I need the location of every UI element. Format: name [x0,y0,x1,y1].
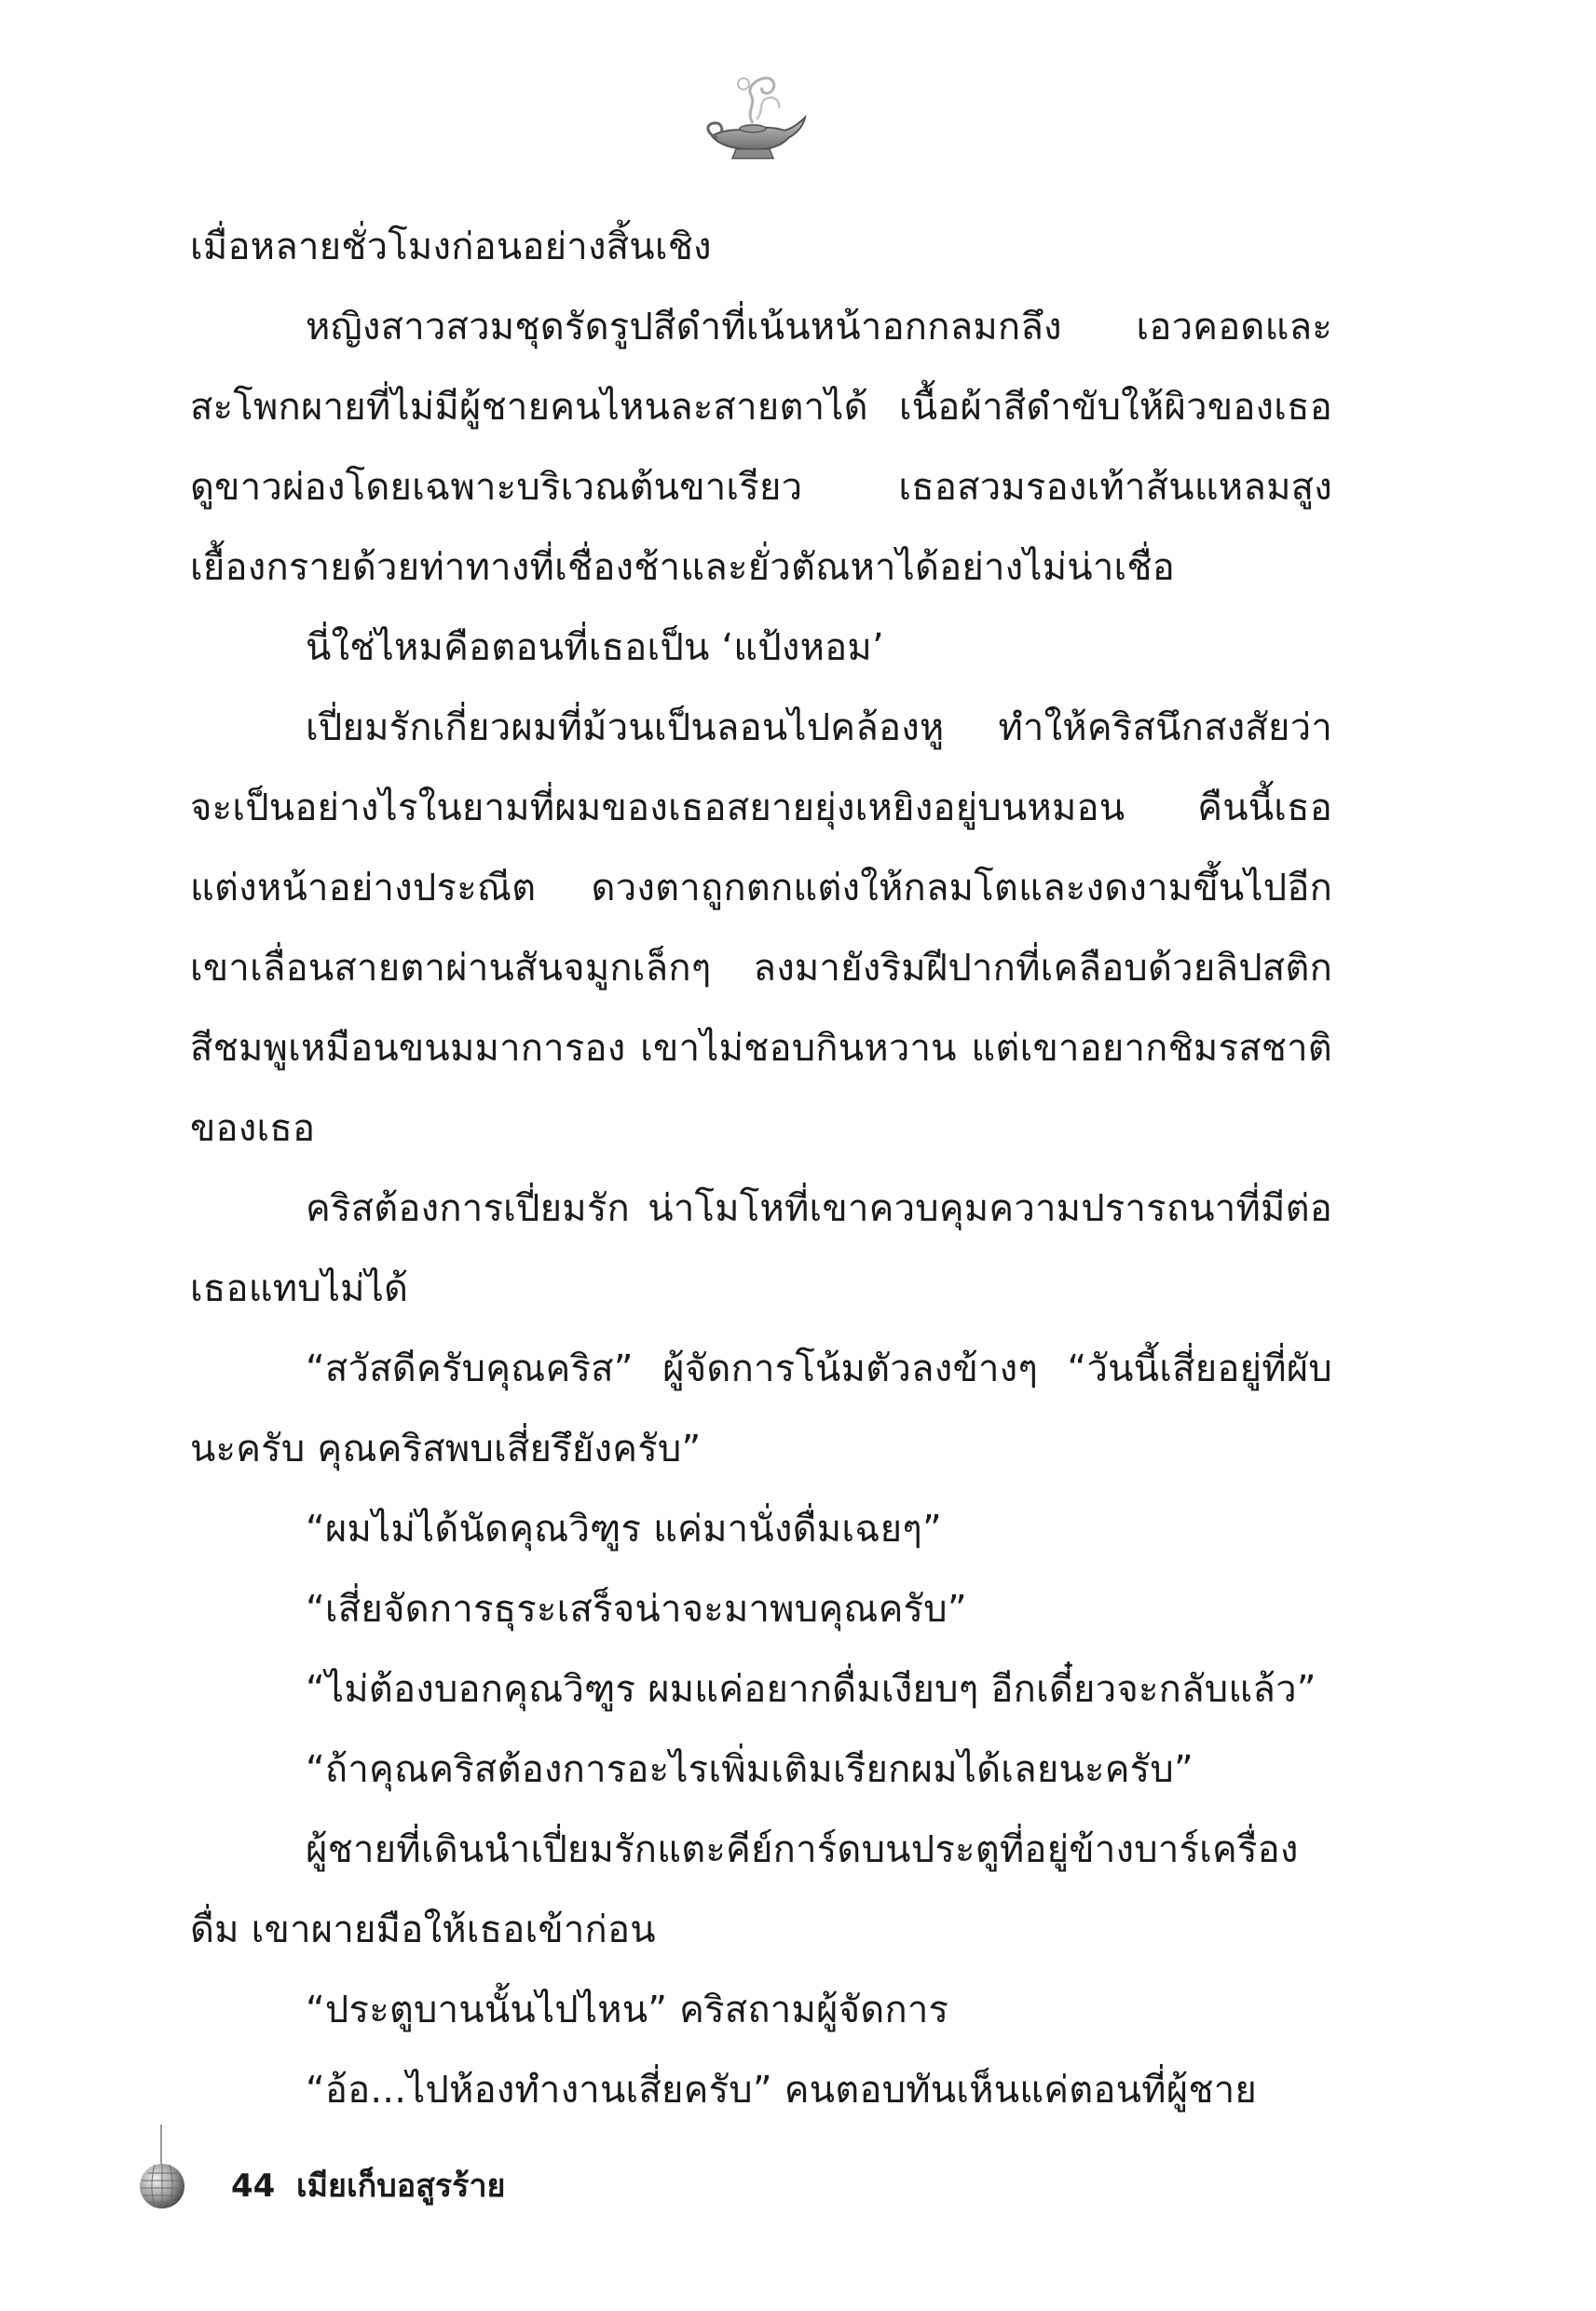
paragraph: คริสต้องการเปี่ยมรัก น่าโมโหที่เขาควบคุมความปรารถนาที่มีต่อเธอแทบไม่ได้ [190,1187,1332,1310]
ornament-string [160,2125,162,2164]
disco-ball-icon [138,2162,186,2210]
paragraph: “อ้อ...ไปห้องทำงานเสี่ยครับ” คนตอบทันเห็นแค่ตอนที่ผู้ชาย [306,2069,1258,2112]
paragraph: “สวัสดีครับคุณคริส” ผู้จัดการโน้มตัวลงข้างๆ “วันนี้เสี่ยอยู่ที่ผับนะครับ คุณคริสพบเสี่ยรึยังครับ” [190,1347,1332,1470]
paragraph: นี่ใช่ไหมคือตอนที่เธอเป็น ‘แป้งหอม’ [306,626,884,669]
body-text [190,207,1332,2130]
paragraph: “ถ้าคุณคริสต้องการอะไรเพิ่มเติมเรียกผมได้เลยนะครับ” [306,1748,1194,1791]
paragraph: “ผมไม่ได้นัดคุณวิฑูร แค่มานั่งดื่มเฉยๆ” [306,1508,942,1551]
paragraph: ผู้ชายที่เดินนำเปี่ยมรักแตะคีย์การ์ดบนประตูที่อยู่ข้างบาร์เครื่องดื่ม เขาผายมือให้เธอเข้าก่อน [190,1828,1299,1951]
paragraph: “เสี่ยจัดการธุระเสร็จน่าจะมาพบคุณครับ” [306,1588,967,1631]
paragraph: “ไม่ต้องบอกคุณวิฑูร ผมแค่อยากดื่มเงียบๆ อีกเดี๋ยวจะกลับแล้ว” [306,1668,1316,1711]
paragraph: หญิงสาวสวมชุดรัดรูปสีดำที่เน้นหน้าอกกลมกลึง เอวคอดและสะโพกผายที่ไม่มีผู้ชายคนไหนละสายตาได้ เนื้อผ้าสีดำขับให้ผิวของเธอดูขาวผ่องโดยเฉพาะบริเวณต้นขาเรียว เธอสวมรองเท้าส้นแหลมสูง เยื้องกรายด้วยท่าทางที่เชื่องช้าและยั่วตัณหาได้อย่างไม่น่าเชื่อ [190,306,1332,589]
paragraph: “ประตูบานนั้นไปไหน” คริสถามผู้จัดการ [306,1989,949,2031]
paragraph: เปี่ยมรักเกี่ยวผมที่ม้วนเป็นลอนไปคล้องหู ทำให้คริสนึกสงสัยว่าจะเป็นอย่างไรในยามที่ผมของเธอสยายยุ่งเหยิงอยู่บนหมอน คืนนี้เธอแต่งหน้าอย่างประณีต ดวงตาถูกตกแต่งให้กลมโตและงดงามขึ้นไปอีก เขาเลื่อนสายตาผ่านสันจมูกเล็กๆ ลงมายังริมฝีปากที่เคลือบด้วยลิปสติกสีชมพูเหมือนขนมมาการอง เขาไม่ชอบกินหวาน แต่เขาอยากชิมรสชาติของเธอ [190,706,1332,1150]
book-title: เมียเก็บอสูรร้าย [296,2167,506,2205]
page-number: 44 [231,2167,276,2205]
page-footer [138,2125,790,2236]
paragraph: เมื่อหลายชั่วโมงก่อนอย่างสิ้นเชิง [190,226,712,268]
magic-lamp-icon [699,65,811,168]
